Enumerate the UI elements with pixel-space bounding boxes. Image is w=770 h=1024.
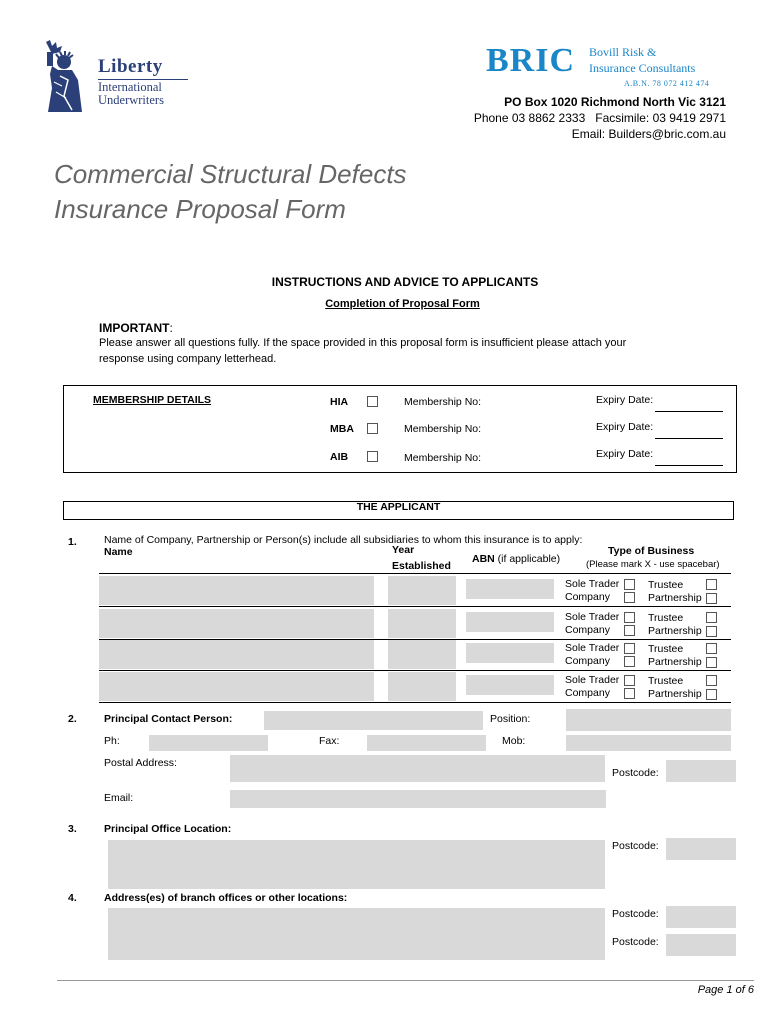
branch-postcode-label-1: Postcode: (612, 908, 659, 920)
expiry-label-hia: Expiry Date: (596, 394, 654, 406)
q1-text: Name of Company, Partnership or Person(s) include all subsidiaries to whom this insurance is to apply: (104, 534, 583, 546)
sole-trader-label: Sole Trader (565, 674, 620, 686)
instructions-body-line1: Please answer all questions fully. If the space provided in this proposal form is insufficient please attach your (99, 337, 627, 349)
email-input[interactable] (230, 790, 606, 808)
sole-trader-checkbox[interactable] (624, 579, 635, 590)
expiry-label-mba: Expiry Date: (596, 421, 654, 433)
q2-number: 2. (68, 713, 77, 725)
branch-postcode-input-2[interactable] (666, 934, 736, 956)
bric-logo-line2: Insurance Consultants (589, 61, 696, 75)
q1-col-abn-rest: (if applicable) (494, 553, 561, 565)
membership-org-mba: MBA (330, 423, 354, 435)
company-label: Company (565, 591, 610, 603)
q1-row-rule (99, 606, 731, 607)
fax-input[interactable] (367, 735, 486, 751)
trustee-label: Trustee (648, 675, 684, 687)
mob-label: Mob: (502, 735, 526, 747)
trustee-checkbox[interactable] (706, 675, 717, 686)
postal-address-input[interactable] (230, 755, 605, 782)
partnership-checkbox[interactable] (706, 593, 717, 604)
q1-col-type-hint: (Please mark X - use spacebar) (586, 559, 720, 570)
page-title-line1: Commercial Structural Defects (54, 159, 407, 189)
sole-trader-checkbox[interactable] (624, 612, 635, 623)
abn-input[interactable] (466, 643, 554, 663)
expiry-label-aib: Expiry Date: (596, 448, 654, 460)
bric-logo-mark: BRIC (486, 42, 576, 79)
sole-trader-checkbox[interactable] (624, 643, 635, 654)
applicant-section-title: THE APPLICANT (356, 501, 441, 513)
year-established-input[interactable] (388, 640, 456, 669)
liberty-logo-line3: Underwriters (98, 93, 164, 107)
company-checkbox[interactable] (624, 688, 635, 699)
postal-label: Postal Address: (104, 757, 177, 769)
q1-col-year-line1: Year (392, 544, 415, 556)
company-label: Company (565, 687, 610, 699)
q1-header-rule (99, 573, 731, 574)
year-established-input[interactable] (388, 576, 456, 605)
contact-phone-fax: Phone 03 8862 2333 Facsimile: 03 9419 2971 (473, 111, 726, 125)
expiry-input-mba[interactable] (655, 438, 723, 439)
membership-heading: MEMBERSHIP DETAILS (93, 394, 212, 406)
statue-of-liberty-icon (38, 40, 96, 112)
q1-col-name: Name (104, 546, 133, 558)
trustee-checkbox[interactable] (706, 612, 717, 623)
fax-label: Fax: (319, 735, 340, 747)
expiry-input-hia[interactable] (655, 411, 723, 412)
postal-postcode-label: Postcode: (612, 767, 659, 779)
q4-number: 4. (68, 892, 77, 904)
membership-org-hia: HIA (330, 396, 349, 408)
q2-label: Principal Contact Person: (104, 713, 233, 725)
abn-input[interactable] (466, 612, 554, 632)
company-checkbox[interactable] (624, 656, 635, 667)
trustee-checkbox[interactable] (706, 579, 717, 590)
trustee-label: Trustee (648, 643, 684, 655)
q1-row-rule (99, 702, 731, 703)
important-label-text: IMPORTANT (99, 321, 170, 335)
sole-trader-label: Sole Trader (565, 642, 620, 654)
q1-col-abn-bold: ABN (472, 553, 495, 565)
trustee-label: Trustee (648, 612, 684, 624)
year-established-input[interactable] (388, 609, 456, 638)
postal-postcode-input[interactable] (666, 760, 736, 782)
q1-row-rule (99, 670, 731, 671)
bric-logo (486, 42, 736, 92)
mobile-input[interactable] (566, 735, 731, 751)
company-label: Company (565, 624, 610, 636)
trustee-label: Trustee (648, 579, 684, 591)
company-name-input[interactable] (99, 576, 374, 605)
email-label: Email: (104, 792, 134, 804)
page-title-line2: Insurance Proposal Form (54, 194, 346, 224)
important-label (99, 321, 173, 335)
membership-org-aib: AIB (330, 451, 349, 463)
page-title (54, 157, 407, 227)
office-location-input[interactable] (108, 840, 605, 889)
abn-input[interactable] (466, 579, 554, 599)
membership-number-label-mba: Membership No: (404, 423, 482, 435)
mba-checkbox[interactable] (367, 423, 378, 434)
phone-input[interactable] (149, 735, 268, 751)
q4-label: Address(es) of branch offices or other locations: (104, 892, 348, 904)
page-number: Page 1 of 6 (697, 984, 754, 996)
company-label: Company (565, 655, 610, 667)
q1-number: 1. (68, 536, 77, 548)
partnership-checkbox[interactable] (706, 689, 717, 700)
q1-col-year (392, 544, 451, 573)
abn-input[interactable] (466, 675, 554, 695)
footer-rule (57, 980, 754, 981)
ph-label: Ph: (104, 735, 120, 747)
trustee-checkbox[interactable] (706, 643, 717, 654)
expiry-input-aib[interactable] (655, 465, 723, 466)
partnership-checkbox[interactable] (706, 626, 717, 637)
branch-postcode-input-1[interactable] (666, 906, 736, 928)
bric-logo-line1: Bovill Risk & (589, 45, 657, 59)
contact-address: PO Box 1020 Richmond North Vic 3121 (504, 95, 726, 109)
office-postcode-label: Postcode: (612, 840, 659, 852)
position-input[interactable] (566, 709, 731, 731)
instructions-heading: INSTRUCTIONS AND ADVICE TO APPLICANTS (271, 275, 539, 289)
company-name-input[interactable] (99, 672, 374, 701)
q3-label: Principal Office Location: (104, 823, 232, 835)
partnership-label: Partnership (648, 656, 702, 668)
contact-email: Email: Builders@bric.com.au (571, 127, 726, 141)
position-label: Position: (490, 713, 531, 725)
contact-person-input[interactable] (264, 711, 483, 730)
sole-trader-checkbox[interactable] (624, 675, 635, 686)
q1-col-type: Type of Business (608, 545, 695, 557)
branch-offices-input[interactable] (108, 908, 605, 960)
q3-number: 3. (68, 823, 77, 835)
hia-checkbox[interactable] (367, 396, 378, 407)
sole-trader-label: Sole Trader (565, 578, 620, 590)
instructions-body-line2: response using company letterhead. (99, 353, 277, 365)
partnership-label: Partnership (648, 625, 702, 637)
sole-trader-label: Sole Trader (565, 611, 620, 623)
bric-logo-abn: A.B.N. 78 072 412 474 (624, 79, 710, 88)
q1-col-year-line2: Established (392, 560, 451, 572)
liberty-logo (38, 40, 198, 112)
year-established-input[interactable] (388, 672, 456, 701)
liberty-logo-line1: Liberty (98, 56, 163, 77)
partnership-label: Partnership (648, 592, 702, 604)
q1-col-abn (472, 553, 560, 565)
company-checkbox[interactable] (624, 592, 635, 603)
company-name-input[interactable] (99, 609, 374, 638)
instructions-subheading: Completion of Proposal Form (325, 298, 480, 310)
membership-number-label-aib: Membership No: (404, 452, 482, 464)
important-label-colon: : (169, 321, 173, 335)
aib-checkbox[interactable] (367, 451, 378, 462)
office-postcode-input[interactable] (666, 838, 736, 860)
partnership-label: Partnership (648, 688, 702, 700)
partnership-checkbox[interactable] (706, 657, 717, 668)
membership-number-label-hia: Membership No: (404, 396, 482, 408)
company-checkbox[interactable] (624, 625, 635, 636)
liberty-logo-line2: International (98, 80, 162, 94)
branch-postcode-label-2: Postcode: (612, 936, 659, 948)
company-name-input[interactable] (99, 640, 374, 669)
